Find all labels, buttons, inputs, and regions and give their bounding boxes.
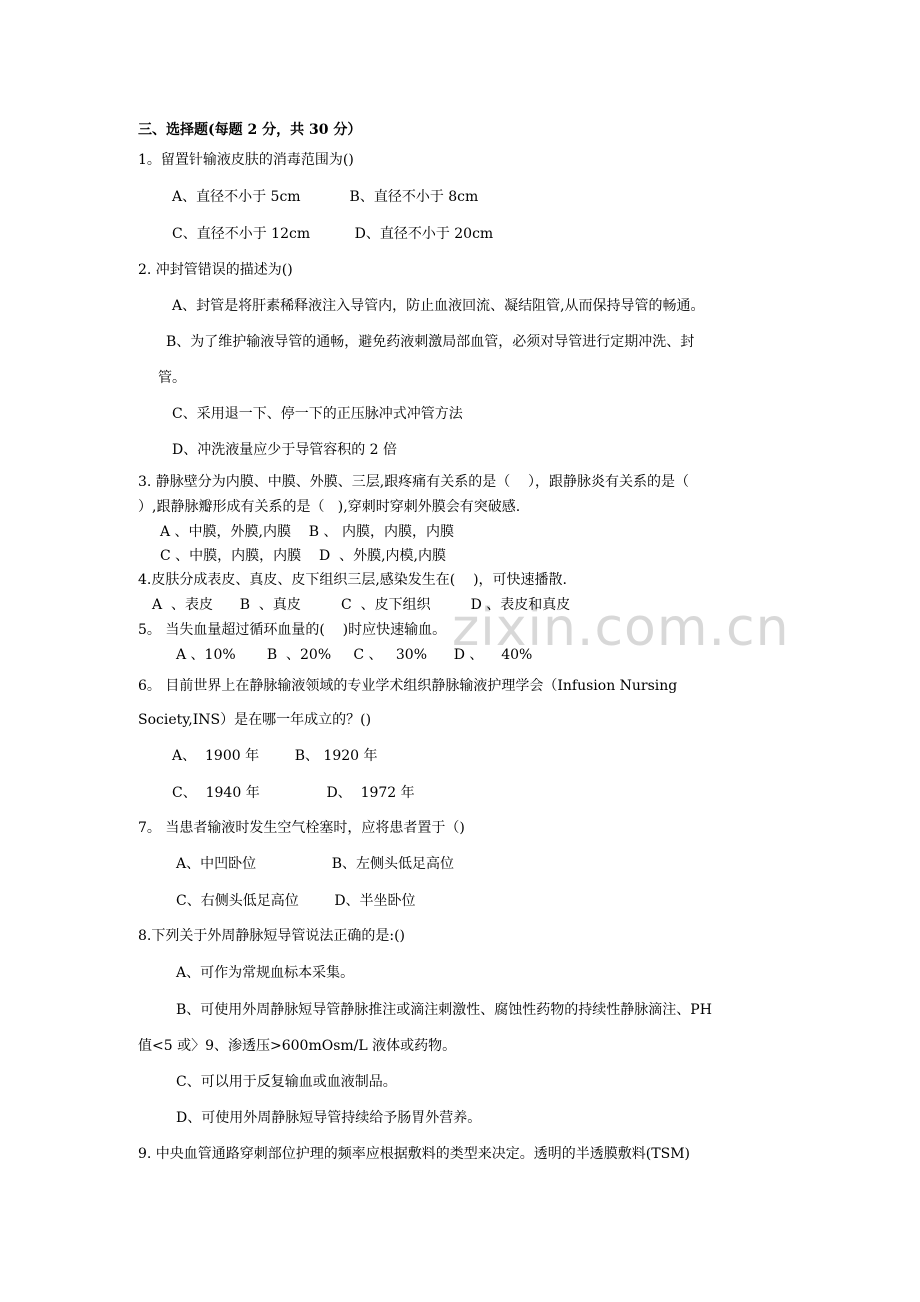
q2-option-c: C、采用退一下、停一下的正压脉冲式冲管方法 [172, 406, 463, 422]
q3-line2: ）,跟静脉瓣形成有关系的是（ ),穿刺时穿刺外膜会有突破感. [138, 499, 521, 515]
q6-options-cd: C、 1940 年 D、 1972 年 [172, 785, 415, 801]
q3-line1: 3. 静脉壁分为内膜、中膜、外膜、三层,跟疼痛有关系的是（ ），跟静脉炎有关系的是（ [138, 474, 690, 490]
q7-options-ab: A、中凹卧位 B、左侧头低足高位 [176, 856, 455, 872]
q4-stem: 4.皮肤分成表皮、真皮、皮下组织三层,感染发生在( )，可快速播散. [138, 572, 567, 588]
q5-stem: 5。 当失血量超过循环血量的( )时应快速输血。 [138, 622, 447, 638]
q6-line2: Society,INS）是在哪一年成立的？() [138, 712, 372, 728]
q8-option-b-line2: 值<5 或〉9、渗透压>600mOsm/L 液体或药物。 [138, 1038, 457, 1054]
q5-options: A 、10% B 、20% C 、 30% D 、 40% [176, 647, 533, 663]
q2-option-b-line1: B、为了维护输液导管的通畅，避免药液刺激局部血管，必须对导管进行定期冲洗、封 [166, 334, 695, 350]
q8-option-c: C、可以用于反复输血或血液制品。 [176, 1074, 397, 1090]
q8-option-d: D、可使用外周静脉短导管持续给予肠胃外营养。 [176, 1110, 482, 1126]
section-title: 三、选择题(每题 2 分，共 30 分） [138, 122, 362, 138]
q6-options-ab: A、 1900 年 B、 1920 年 [172, 748, 378, 764]
q8-option-a: A、可作为常规血标本采集。 [176, 965, 355, 981]
q2-stem: 2. 冲封管错误的描述为() [138, 262, 293, 278]
q3-options-ab: A 、中膜，外膜,内膜 B 、 内膜，内膜，内膜 [160, 524, 454, 540]
q1-stem: 1。留置针输液皮肤的消毒范围为() [138, 152, 354, 168]
q9-stem: 9. 中央血管通路穿刺部位护理的频率应根据敷料的类型来决定。透明的半透膜敷料(TSM) [138, 1146, 690, 1162]
q7-stem: 7。 当患者输液时发生空气栓塞时，应将患者置于（) [138, 820, 465, 836]
q6-line1: 6。 目前世界上在静脉输液领域的专业学术组织静脉输液护理学会（Infusion Nursing [138, 678, 678, 694]
q2-option-d: D、冲洗液量应少于导管容积的 2 倍 [172, 442, 398, 458]
q1-options-cd: C、直径不小于 12cm D、直径不小于 20cm [172, 226, 494, 242]
q8-stem: 8.下列关于外周静脉短导管说法正确的是:() [138, 928, 405, 944]
q2-option-a: A、封管是将肝素稀释液注入导管内，防止血液回流、凝结阻管,从而保持导管的畅通。 [172, 298, 705, 314]
q1-options-ab: A、直径不小于 5cm B、直径不小于 8cm [172, 189, 479, 205]
q8-option-b-line1: B、可使用外周静脉短导管静脉推注或滴注刺激性、腐蚀性药物的持续性静脉滴注、PH [176, 1002, 712, 1018]
q3-options-cd: C 、中膜，内膜，内膜 D 、外膜,内模,内膜 [160, 548, 446, 564]
watermark: zixin.com.cn [452, 598, 790, 658]
q4-options: A 、表皮 B 、真皮 C 、皮下组织 D 、表皮和真皮 [152, 597, 571, 613]
q2-option-b-line2: 管。 [158, 370, 186, 386]
q7-options-cd: C、右侧头低足高位 D、半坐卧位 [176, 893, 416, 909]
